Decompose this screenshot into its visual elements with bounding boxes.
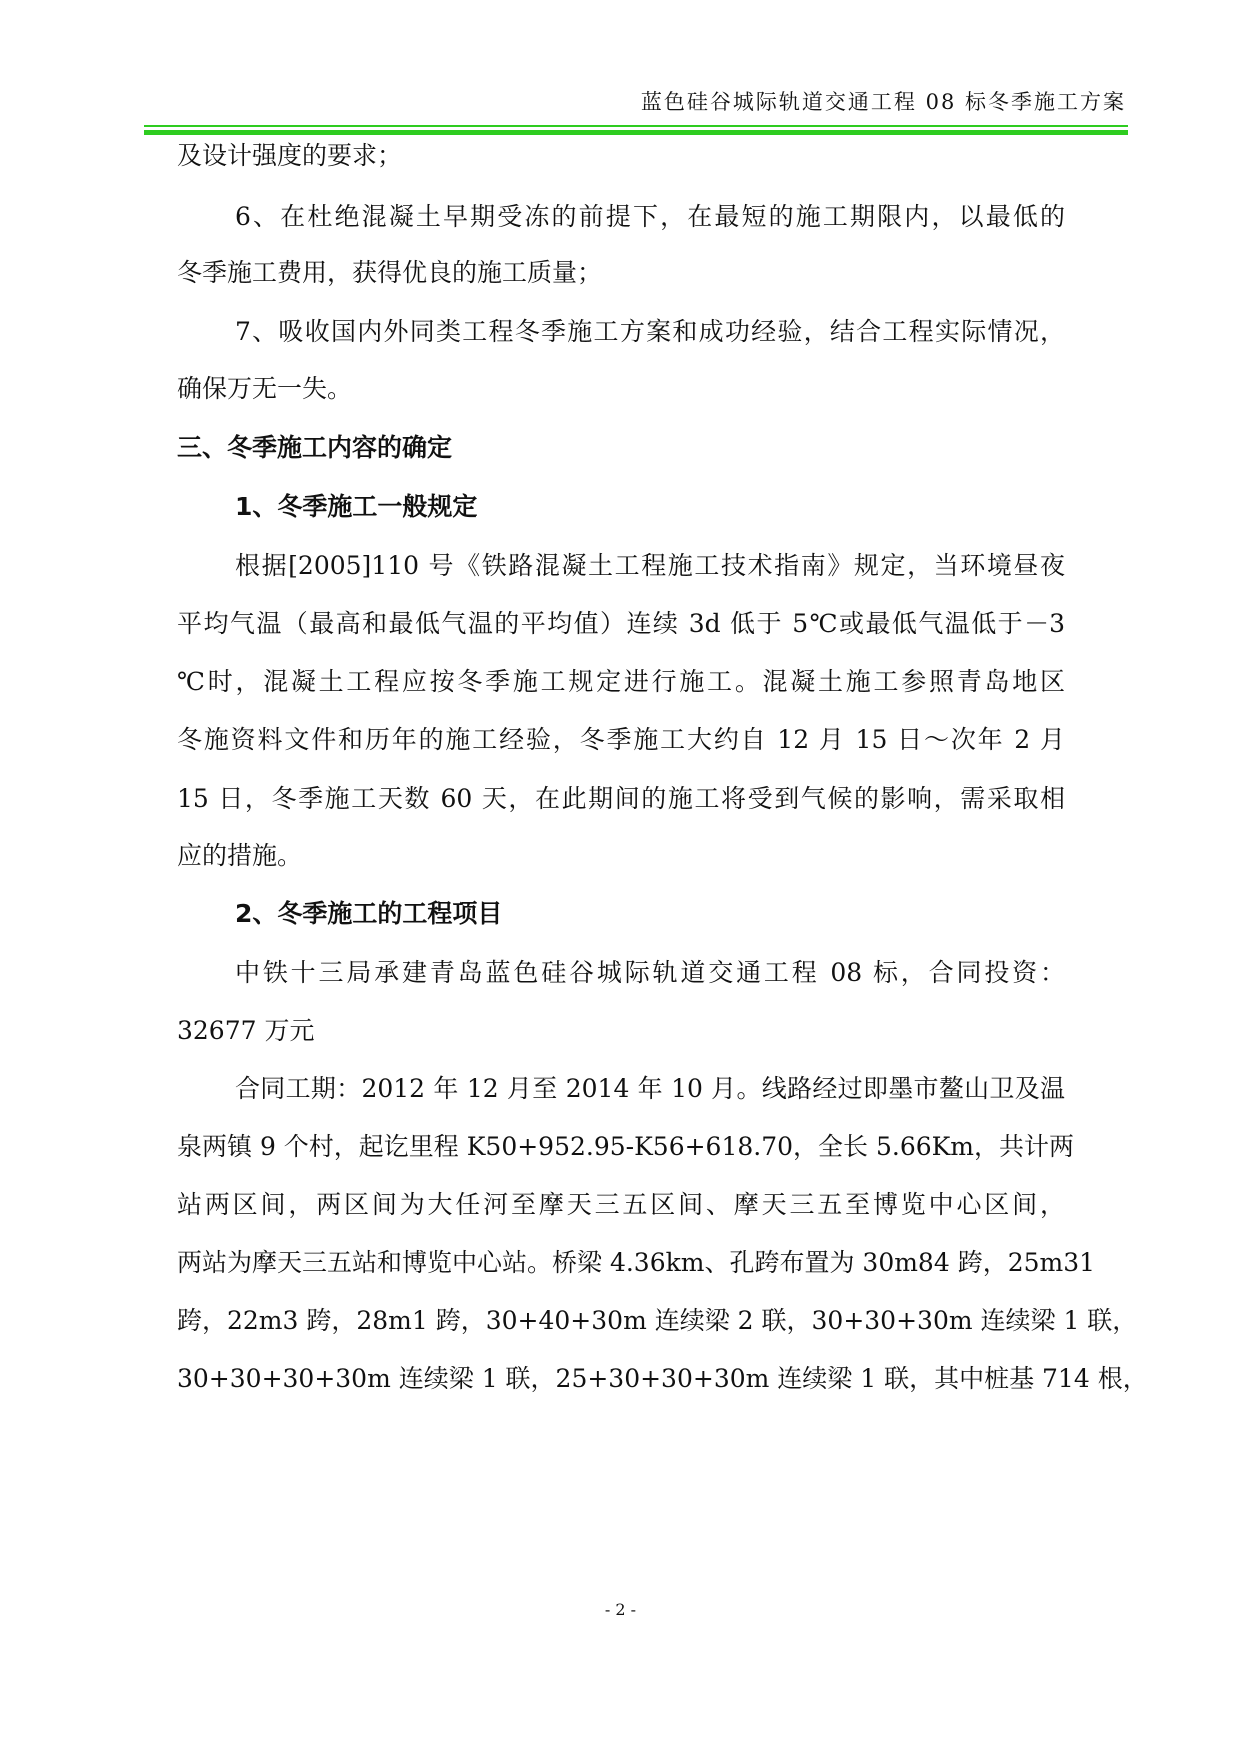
paragraph-line: 冬施资料文件和历年的施工经验，冬季施工大约自 12 月 15 日～次年 2 月 — [177, 725, 1065, 754]
paragraph-line: ℃时，混凝土工程应按冬季施工规定进行施工。混凝土施工参照青岛地区 — [177, 667, 1065, 696]
paragraph-line: 站两区间，两区间为大任河至摩天三五区间、摩天三五至博览中心区间， — [177, 1190, 1065, 1219]
paragraph-line: 两站为摩天三五站和博览中心站。桥梁 4.36km、孔跨布置为 30m84 跨，25m31 — [177, 1248, 1096, 1277]
section-heading: 三、冬季施工内容的确定 — [177, 433, 453, 462]
paragraph-line: 冬季施工费用，获得优良的施工质量； — [177, 258, 603, 287]
paragraph-line: 泉两镇 9 个村，起讫里程 K50+952.95-K56+618.70，全长 5.66Km，共计两 — [177, 1132, 1075, 1161]
subsection-heading: 2、冬季施工的工程项目 — [235, 899, 503, 928]
paragraph-line: 根据[2005]110 号《铁路混凝土工程施工技术指南》规定，当环境昼夜 — [235, 551, 1065, 580]
subsection-heading: 1、冬季施工一般规定 — [235, 492, 478, 521]
paragraph-line: 6、在杜绝混凝土早期受冻的前提下，在最短的施工期限内，以最低的 — [235, 202, 1065, 231]
page-number: - 2 - — [604, 1600, 637, 1619]
paragraph-line: 应的措施。 — [177, 841, 303, 870]
paragraph-line: 中铁十三局承建青岛蓝色硅谷城际轨道交通工程 08 标，合同投资： — [235, 958, 1065, 987]
paragraph-line: 7、吸收国内外同类工程冬季施工方案和成功经验，结合工程实际情况， — [235, 317, 1065, 346]
paragraph-line: 32677 万元 — [177, 1016, 315, 1045]
header-rule-thick — [144, 130, 1128, 135]
paragraph-line: 合同工期：2012 年 12 月至 2014 年 10 月。线路经过即墨市鳌山卫及温 — [235, 1074, 1065, 1103]
header-rule-thin — [144, 125, 1128, 127]
paragraph-line: 30+30+30+30m 连续梁 1 联，25+30+30+30m 连续梁 1 联，其中桩基 714 根， — [177, 1364, 1148, 1393]
paragraph-line: 确保万无一失。 — [177, 374, 353, 403]
paragraph-line: 跨，22m3 跨，28m1 跨，30+40+30m 连续梁 2 联，30+30+30m 连续梁 1 联， — [177, 1306, 1138, 1335]
paragraph-line: 平均气温（最高和最低气温的平均值）连续 3d 低于 5℃或最低气温低于－3 — [177, 609, 1065, 638]
paragraph-line: 15 日，冬季施工天数 60 天，在此期间的施工将受到气候的影响，需采取相 — [177, 784, 1065, 813]
paragraph-line: 及设计强度的要求； — [177, 141, 403, 170]
document-header-title: 蓝色硅谷城际轨道交通工程 08 标冬季施工方案 — [640, 90, 1126, 114]
